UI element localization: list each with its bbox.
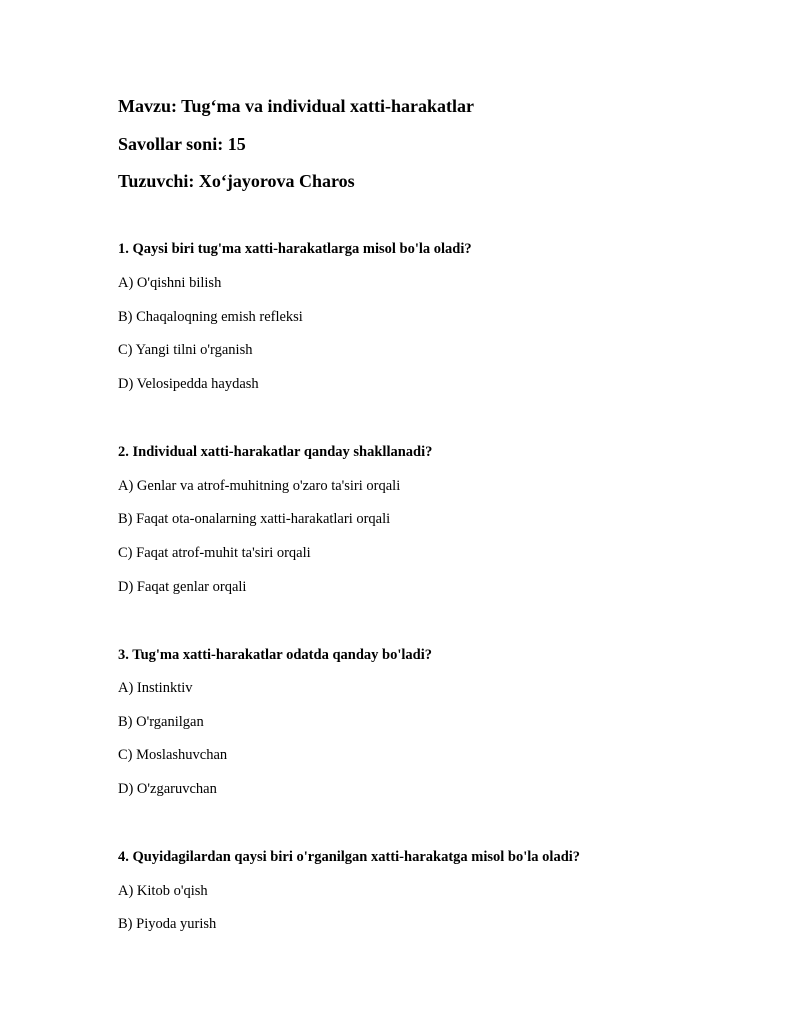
question-1-option-b: B) Chaqaloqning emish refleksi xyxy=(118,309,303,325)
question-2-option-b: B) Faqat ota-onalarning xatti-harakatlari orqali xyxy=(118,511,391,527)
question-4-option-a: A) Kitob o'qish xyxy=(118,883,208,899)
question-3-option-a: A) Instinktiv xyxy=(118,680,193,696)
question-3-option-c: C) Moslashuvchan xyxy=(118,747,228,763)
question-1: 1. Qaysi biri tug'ma xatti-harakatlarga misol bo'la oladi? xyxy=(118,241,472,257)
question-1-option-c: C) Yangi tilni o'rganish xyxy=(118,342,253,358)
question-count-heading: Savollar soni: 15 xyxy=(118,134,246,154)
topic-heading: Mavzu: Tug‘ma va individual xatti-harakatlar xyxy=(118,96,475,116)
question-4: 4. Quyidagilardan qaysi biri o'rganilgan xatti-harakatga misol bo'la oladi? xyxy=(118,849,581,865)
question-2: 2. Individual xatti-harakatlar qanday shakllanadi? xyxy=(118,444,433,460)
question-2-option-d: D) Faqat genlar orqali xyxy=(118,579,247,595)
question-3-option-d: D) O'zgaruvchan xyxy=(118,781,217,797)
question-3: 3. Tug'ma xatti-harakatlar odatda qanday bo'ladi? xyxy=(118,647,432,663)
question-4-option-b: B) Piyoda yurish xyxy=(118,916,217,932)
question-2-option-a: A) Genlar va atrof-muhitning o'zaro ta'siri orqali xyxy=(118,478,401,494)
author-heading: Tuzuvchi: Xo‘jayorova Charos xyxy=(118,171,355,191)
question-1-option-a: A) O'qishni bilish xyxy=(118,275,222,291)
question-2-option-c: C) Faqat atrof-muhit ta'siri orqali xyxy=(118,545,311,561)
question-1-option-d: D) Velosipedda haydash xyxy=(118,376,259,392)
question-3-option-b: B) O'rganilgan xyxy=(118,714,204,730)
